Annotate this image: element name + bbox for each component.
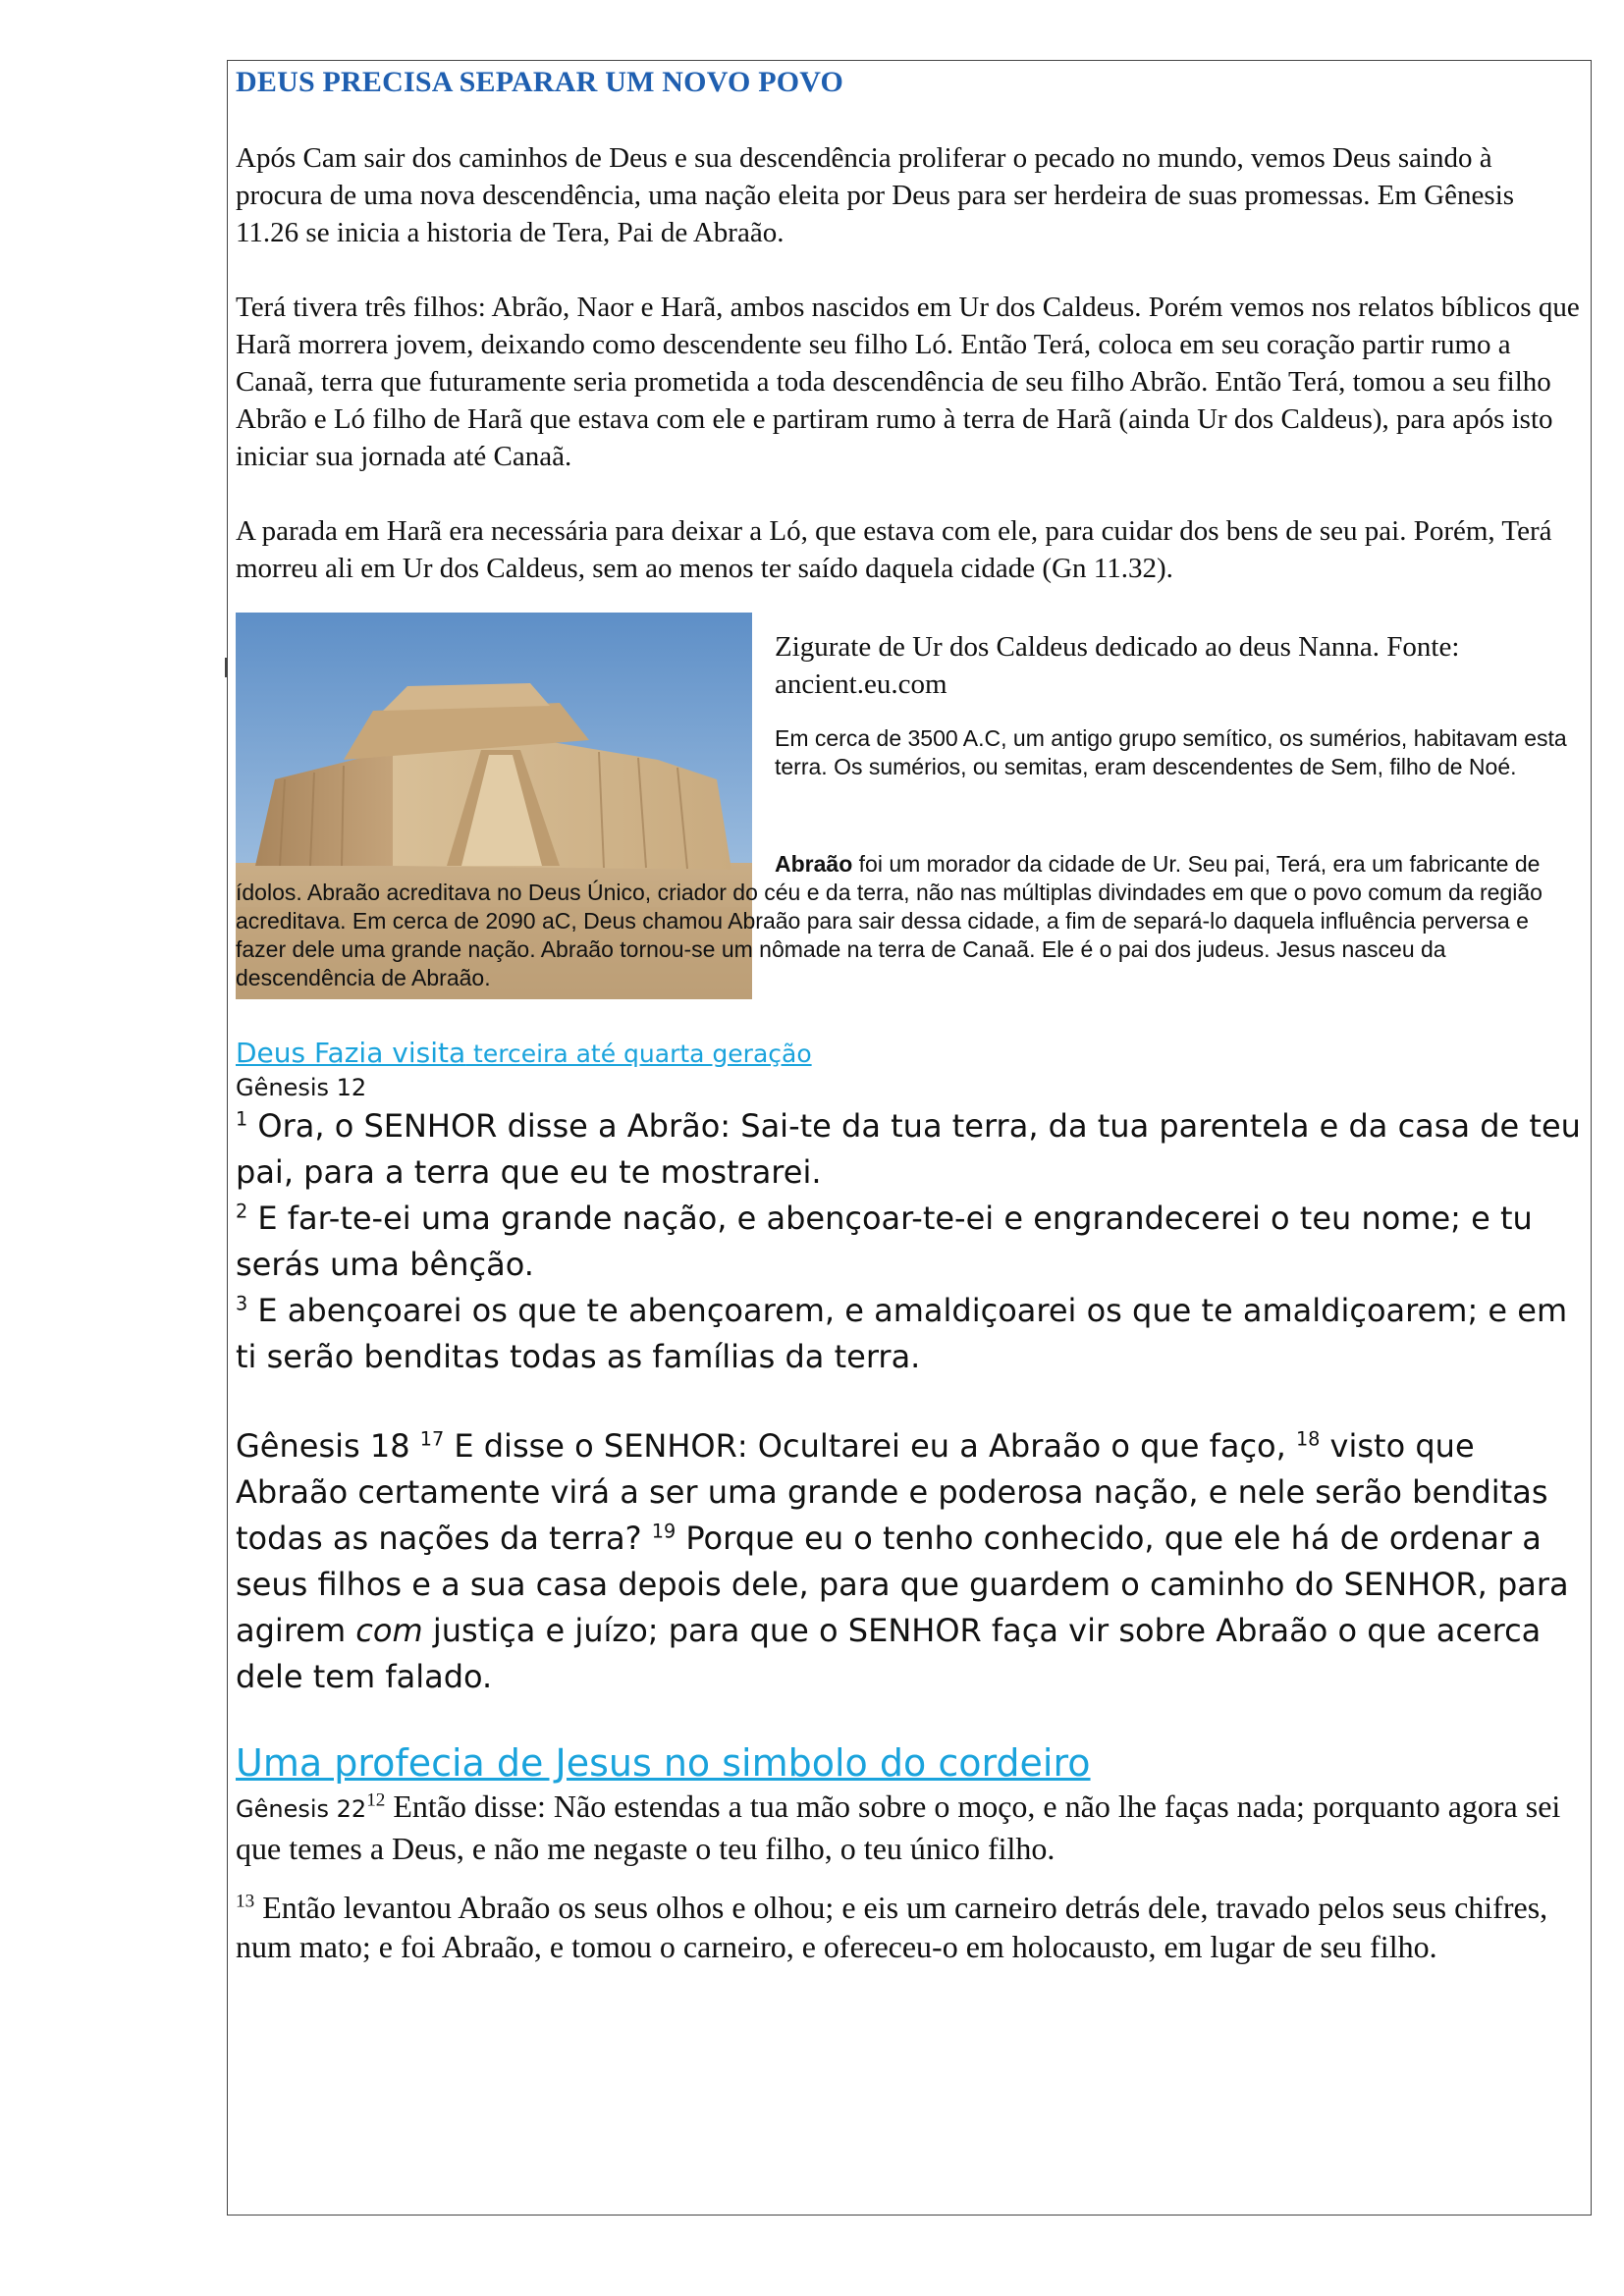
verse-text: ENHOR (1363, 1566, 1478, 1603)
verse-number: 17 (419, 1427, 445, 1451)
heading-deus-fazia-visita[interactable] (236, 1036, 1583, 1072)
verse-2 (236, 1196, 1583, 1288)
verse-text: Porque eu o tenho conhecido, que ele há de ordenar a seus filhos e a sua casa depois dele, para que guardem o caminho do S (236, 1520, 1542, 1603)
figure-note-abraao (236, 850, 1583, 992)
paragraph-hara: A parada em Harã era necessária para deixar a Ló, que estava com ele, para cuidar dos bens de seu pai. Porém, Terá morreu ali em Ur dos Caldeus, sem ao menos ter saído daquela cidade (Gn 11.32). (236, 515, 1552, 584)
verse-text: com (355, 1612, 423, 1649)
document-title: DEUS PRECISA SEPARAR UM NOVO POVO (236, 66, 844, 98)
genesis-22-reference: Gênesis 22 (236, 1795, 367, 1823)
verse-1 (236, 1103, 1583, 1196)
verse-3 (236, 1288, 1583, 1380)
note-abraao-text: foi um morador da cidade de Ur. Seu pai, Terá, era um fabricante de ídolos. Abraão acreditava no Deus Único, criador do céu e da terra, não nas múltiplas divindades em que o povo comum da região acreditava. Em cerca de 2090 aC, Deus chamou Abraão para sair dessa cidade, a fim de separá-lo daquela influência perversa e fazer dele uma grande nação. Abraão tornou-se um nômade na terra de Canaã. Ele é o pai dos judeus. Jesus nasceu da descendência de Abraão. (236, 851, 1543, 990)
verse-number: 13 (236, 1891, 255, 1912)
verse-text: Então disse: Não estendas a tua mão sobre o moço, e não lhe faças nada; porquanto agora sei que temes a Deus, e não me negaste o teu filho, o teu único filho. (236, 1789, 1561, 1866)
document-body (236, 63, 1583, 1966)
verse-text: E disse o S (444, 1427, 624, 1465)
verse-text: ENHOR (623, 1427, 737, 1465)
verse-text: visto que Abraão certamente virá a ser uma grande e poderosa nação, e nele serão benditas todas as nações da terra? (236, 1427, 1548, 1557)
heading-profecia-cordeiro[interactable]: Uma profecia de Jesus no simbolo do cordeiro (236, 1741, 1091, 1785)
genesis-18-reference: Gênesis 18 (236, 1427, 420, 1465)
verse-number: 1 (236, 1107, 248, 1131)
heading-visit-sub: terceira até quarta geração (465, 1040, 812, 1068)
verse-number: 18 (1295, 1427, 1321, 1451)
verse-number: 3 (236, 1292, 248, 1315)
verse-text: faça vir sobre Abraão o que acerca dele tem falado. (236, 1612, 1542, 1695)
verse-text: Ora, o SENHOR disse a Abrão: Sai-te da tua terra, da tua parentela e da casa de teu pai, para a terra que eu te mostrarei. (236, 1107, 1581, 1191)
genesis-12-reference: Gênesis 12 (236, 1074, 367, 1101)
verse-text: ENHOR (868, 1612, 982, 1649)
paragraph-tera: Terá tivera três filhos: Abrão, Naor e Harã, ambos nascidos em Ur dos Caldeus. Porém vemos nos relatos bíblicos que Harã morrera jovem, deixando como descendente seu filho Ló. Então Terá, coloca em seu coração partir rumo a Canaã, terra que futuramente seria prometida a toda descendência de seu filho Abrão. Então Terá, tomou a seu filho Abrão e Ló filho de Harã que estava com ele e partiram rumo à terra de Harã (ainda Ur dos Caldeus), para após isto iniciar sua jornada até Canaã. (236, 292, 1580, 472)
genesis-22-verse-12 (236, 1787, 1583, 1868)
verse-text: E abençoarei os que te abençoarem, e amaldiçoarei os que te amaldiçoarem; e em ti serão benditas todas as famílias da terra. (236, 1292, 1568, 1375)
verse-text: : Ocultarei eu a Abraão o que faço, (736, 1427, 1296, 1465)
figure-side-text (775, 628, 1590, 781)
paragraph-intro: Após Cam sair dos caminhos de Deus e sua descendência proliferar o pecado no mundo, vemos Deus saindo à procura de uma nova descendência, uma nação eleita por Deus para ser herdeira de suas promessas. Em Gênesis 11.26 se inicia a historia de Tera, Pai de Abraão. (236, 142, 1515, 248)
genesis-22-verse-13 (236, 1888, 1583, 1966)
note-abraao-bold: Abraão (775, 851, 853, 877)
figure-note-sumerians: Em cerca de 3500 A.C, um antigo grupo semítico, os sumérios, habitavam esta terra. Os sumérios, ou semitas, eram descendentes de Sem, filho de Noé. (775, 725, 1567, 779)
verse-text: Então levantou Abraão os seus olhos e olhou; e eis um carneiro detrás dele, travado pelos seus chifres, num mato; e foi Abraão, e tomou o carneiro, e ofereceu-o em holocausto, em lugar de seu filho. (236, 1890, 1548, 1964)
figure-caption: Zigurate de Ur dos Caldeus dedicado ao deus Nanna. Fonte: ancient.eu.com (775, 631, 1460, 700)
verse-text: , para agirem (236, 1566, 1569, 1649)
verse-number: 12 (366, 1789, 386, 1811)
verse-text: justiça e juízo; para que o S (422, 1612, 869, 1649)
border-tick (225, 658, 227, 677)
heading-visit-main: Deus Fazia visita (236, 1037, 466, 1069)
genesis-18-passage (236, 1423, 1583, 1700)
verse-number: 2 (236, 1200, 248, 1223)
verse-number: 19 (651, 1520, 677, 1543)
verse-text: E far-te-ei uma grande nação, e abençoar-te-ei e engrandecerei o teu nome; e tu serás uma bênção. (236, 1200, 1533, 1283)
